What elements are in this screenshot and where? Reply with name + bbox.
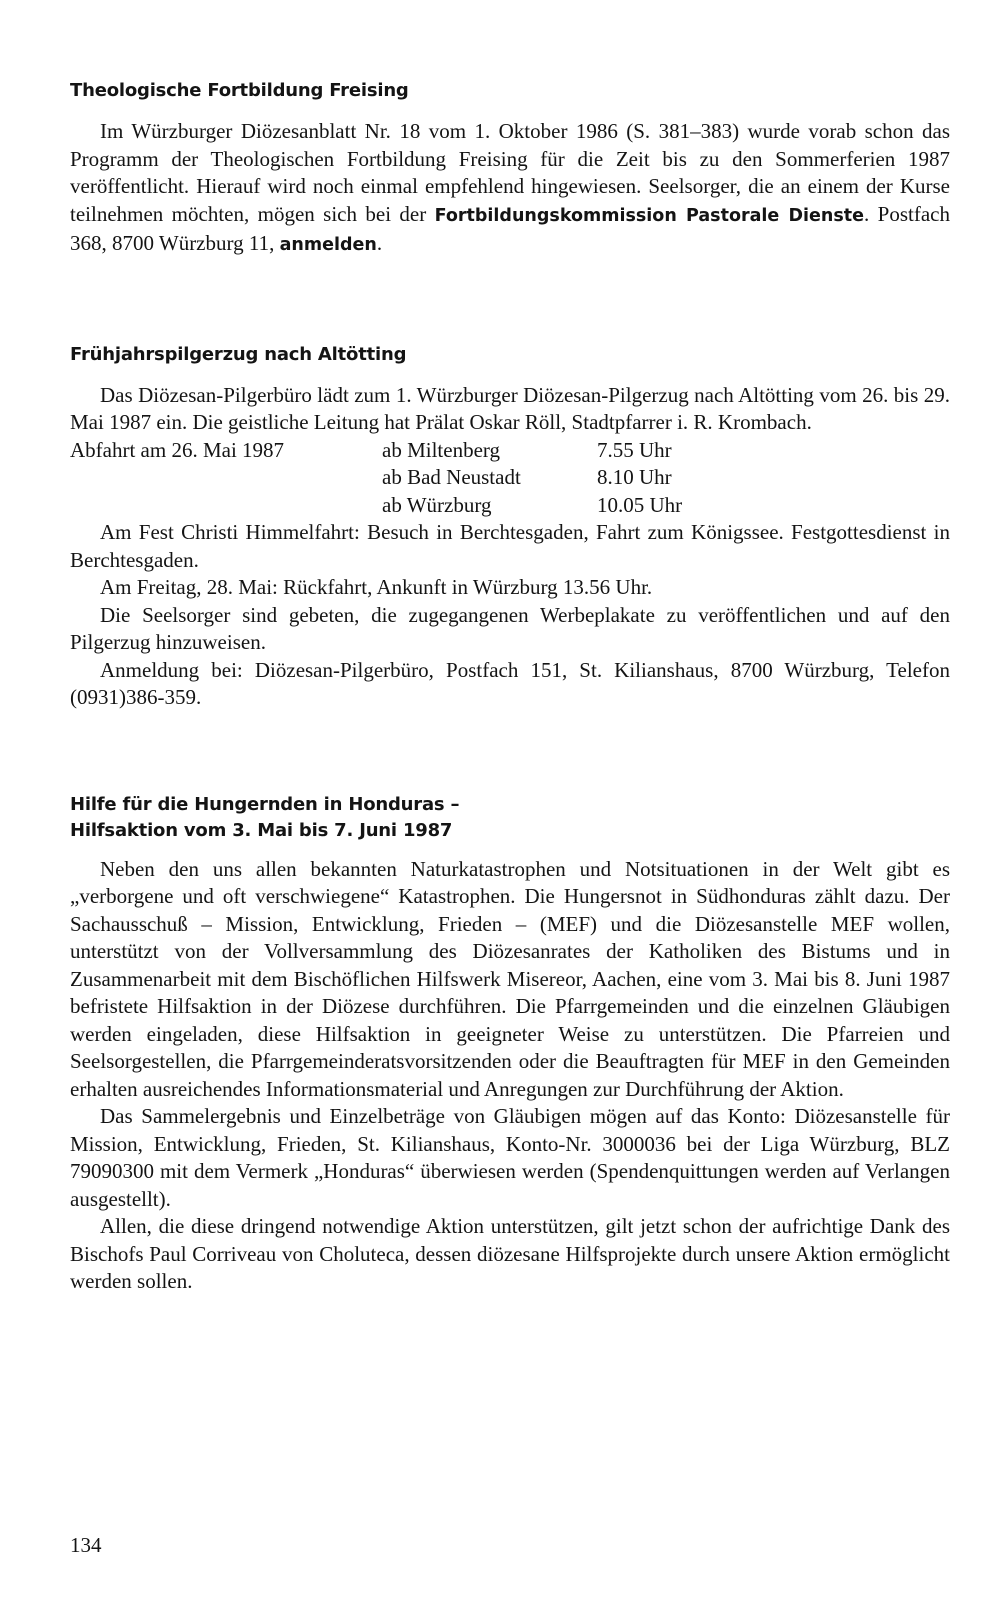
departure-label: Abfahrt am 26. Mai 1987 — [70, 437, 285, 462]
document-page — [70, 78, 950, 1296]
body-paragraph: Neben den uns allen bekannten Naturkatastrophen und Notsituationen in der Welt gibt es „verborgene und oft verschwiegene“ Katastrophen. Die Hungersnot in Südhonduras zählt dazu. Der Sachausschuß – Mission, Entwicklung, Frieden – (MEF) und die Diözesanstelle MEF wollen, unterstützt von der Vollversammlung des Diözesanrates der Katholiken des Bistums und in Zusammenarbeit mit dem Bischöflichen Hilfswerk Misereor, Aachen, eine vom 3. Mai bis 8. Juni 1987 befristete Hilfsaktion in der Diözese durchführen. Die Pfarrgemeinden und die einzelnen Gläubigen werden eingeladen, diese Hilfsaktion in geeigneter Weise zu unterstützen. Die Pfarreien und Seelsorgestellen, die Pfarrgemeinderatsvorsitzenden oder die Beauftragten für MEF in den Gemeinden erhalten ausreichendes Informationsmaterial und Anregungen zur Durchführung der Aktion. — [70, 856, 950, 1101]
body-paragraph: Anmeldung bei: Diözesan-Pilgerbüro, Postfach 151, St. Kilianshaus, 8700 Würzburg, Telefon (0931)386-359. — [70, 657, 950, 709]
bold-text: anmelden — [279, 235, 377, 255]
body-paragraph: Im Würzburger Diözesanblatt Nr. 18 vom 1. Oktober 1986 (S. 381–383) wurde vorab schon das Programm der Theologischen Fortbildung Freising für die Zeit bis zu den Sommerferien 1987 veröffentlicht. Hierauf wird noch einmal empfehlend hingewiesen. Seelsorger, die an einem der Kurse teilnehmen möchten, mögen sich bei der Fortbildungskommission Pastorale Dienste. Postfach 368, 8700 Würzburg 11, anmelden. — [70, 119, 950, 255]
body-paragraph: Am Fest Christi Himmelfahrt: Besuch in Berchtesgaden, Fahrt zum Königssee. Festgottesdienst in Berchtesgaden. — [70, 520, 950, 572]
schedule-place: ab Würzburg — [382, 492, 492, 517]
section-honduras — [70, 792, 950, 1296]
body-paragraph: Das Sammelergebnis und Einzelbeträge von Gläubigen mögen auf das Konto: Diözesanstelle für Mission, Entwicklung, Frieden, St. Kilianshaus, Konto-Nr. 3000036 bei der Liga Würzburg, BLZ 79090300 mit dem Vermerk „Honduras“ überwiesen werden (Spendenquittungen werden auf Verlangen ausgestellt). — [70, 1104, 950, 1211]
page-number: 134 — [70, 1533, 102, 1557]
body-paragraph: Die Seelsorger sind gebeten, die zugegangenen Werbeplakate zu veröffentlichen und auf den Pilgerzug hinzuweisen. — [70, 602, 950, 654]
section-theologische-fortbildung — [70, 78, 950, 260]
body-paragraph: Am Freitag, 28. Mai: Rückfahrt, Ankunft in Würzburg 13.56 Uhr. — [100, 575, 653, 599]
schedule-time: 7.55 Uhr — [597, 437, 672, 462]
schedule-place: ab Miltenberg — [382, 437, 501, 462]
schedule-time: 8.10 Uhr — [597, 465, 672, 489]
body-paragraph: Das Diözesan-Pilgerbüro lädt zum 1. Würzburger Diözesan-Pilgerzug nach Altötting vom 26. bis 29. Mai 1987 ein. Die geistliche Leitung hat Prälat Oskar Röll, Stadtpfarrer i. R. Krombach. — [70, 382, 950, 434]
section-heading: Hilfe für die Hungernden in Honduras – Hilfsaktion vom 3. Mai bis 7. Juni 1987 — [70, 793, 460, 841]
schedule-place: ab Bad Neustadt — [382, 465, 521, 489]
schedule-row — [70, 464, 950, 492]
body-paragraph: Allen, die diese dringend notwendige Aktion unterstützen, gilt jetzt schon der aufrichtige Dank des Bischofs Paul Corriveau von Choluteca, dessen diözesane Hilfsprojekte durch unsere Aktion ermöglicht werden sollen. — [70, 1214, 950, 1293]
section-pilgerzug — [70, 342, 950, 712]
schedule-time: 10.05 Uhr — [597, 492, 683, 517]
departure-schedule — [70, 437, 950, 520]
section-heading: Theologische Fortbildung Freising — [70, 80, 409, 101]
bold-text: Fortbildungskommission Pastorale Dienste — [434, 205, 865, 226]
section-heading: Frühjahrspilgerzug nach Altötting — [70, 343, 407, 365]
schedule-row — [70, 437, 950, 465]
schedule-row — [70, 492, 950, 520]
